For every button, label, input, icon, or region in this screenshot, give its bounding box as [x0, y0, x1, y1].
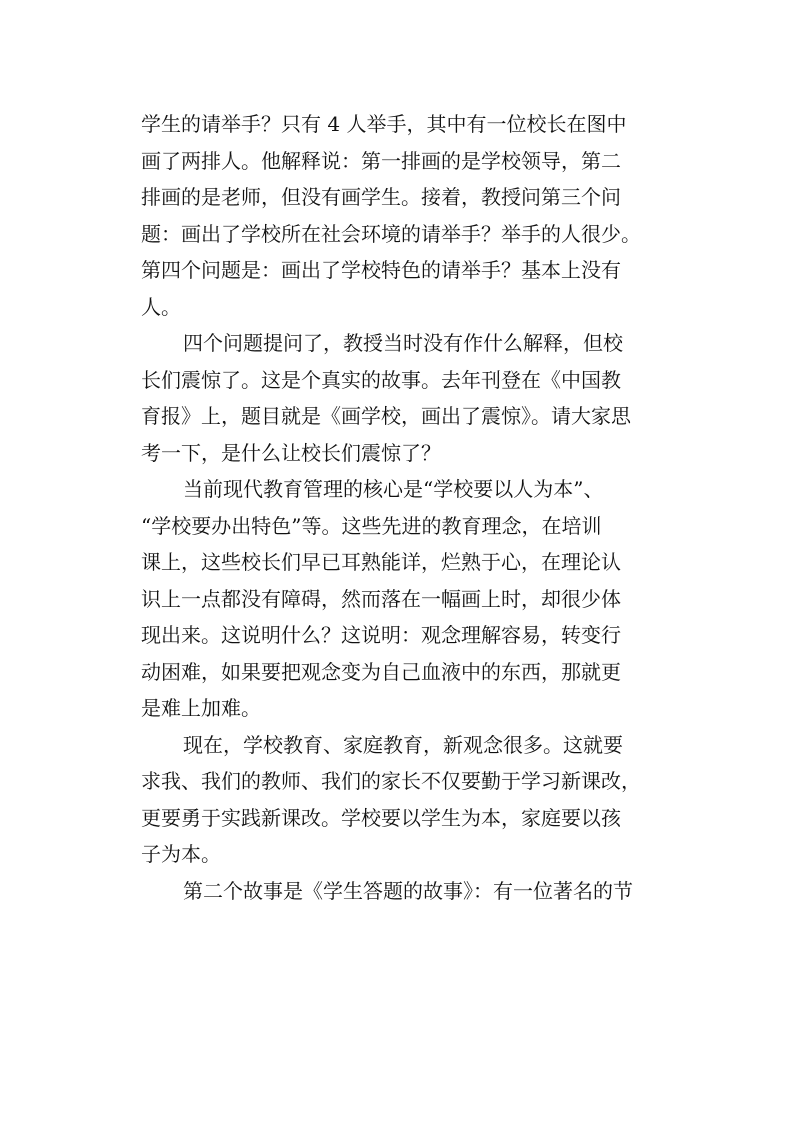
text-line: 人。 — [141, 294, 181, 319]
paragraph-start-line: 当前现代教育管理的核心是“学校要以人为本”、 — [183, 477, 604, 501]
text-line: 学生的请举手？只有 4 人举手，其中有一位校长在图中 — [141, 112, 627, 136]
text-line: 排画的是老师，但没有画学生。接着，教授问第三个问 — [141, 185, 621, 209]
text-line: 子为本。 — [141, 842, 221, 866]
text-line: 现出来。这说明什么？这说明：观念理解容易，转变行 — [141, 623, 621, 647]
text-line: 识上一点都没有障碍，然而落在一幅画上时，却很少体 — [141, 586, 621, 611]
text-line: 第四个问题是：画出了学校特色的请举手？基本上没有 — [141, 258, 621, 282]
text-line: 课上，这些校长们早已耳熟能详，烂熟于心，在理论认 — [141, 550, 621, 574]
text-line: 长们震惊了。这是个真实的故事。去年刊登在《中国教 — [141, 367, 621, 392]
paragraph-start-line: 现在，学校教育、家庭教育，新观念很多。这就要 — [183, 732, 623, 757]
text-line: 是难上加难。 — [141, 696, 261, 720]
text-line: 更要勇于实践新课改。学校要以学生为本，家庭要以孩 — [141, 805, 621, 830]
text-line: 考一下，是什么让校长们震惊了？ — [141, 440, 441, 465]
text-line: 题：画出了学校所在社会环境的请举手？举手的人很少。 — [141, 221, 641, 246]
paragraph-start-line: 四个问题提问了，教授当时没有作什么解释，但校 — [183, 331, 623, 355]
document-body — [141, 106, 671, 909]
text-line: 动困难，如果要把观念变为自己血液中的东西，那就更 — [141, 659, 621, 684]
text-line: 求我、我们的教师、我们的家长不仅要勤于学习新课改， — [141, 769, 641, 793]
text-line: 育报》上，题目就是《画学校，画出了震惊》。请大家思 — [141, 404, 631, 428]
text-line: “学校要办出特色”等。这些先进的教育理念，在培训 — [141, 513, 602, 538]
paragraph-start-line: 第二个故事是《学生答题的故事》：有一位著名的节 — [183, 878, 633, 903]
text-line: 画了两排人。他解释说：第一排画的是学校领导，第二 — [141, 148, 621, 173]
